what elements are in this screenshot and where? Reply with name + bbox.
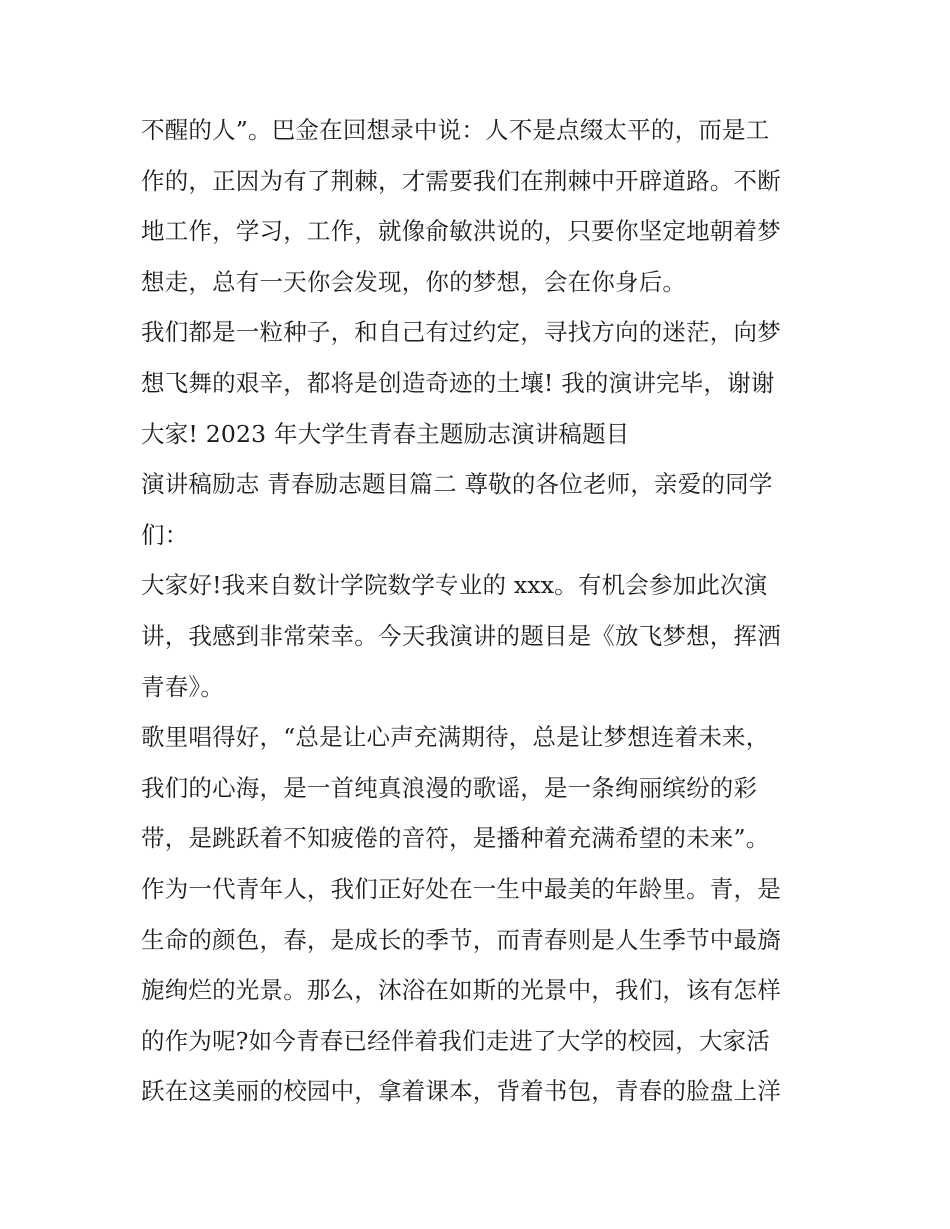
- text-line: 跃在这美丽的校园中，拿着课本，背着书包，青春的脸盘上洋: [141, 1077, 781, 1106]
- text-line: 们：: [141, 520, 189, 549]
- text-line: 带，是跳跃着不知疲倦的音符，是播种着充满希望的未来”。: [141, 824, 770, 853]
- body-text: [141, 105, 821, 1117]
- text-line: 歌里唱得好，“总是让心声充满期待，总是让梦想连着未来，: [141, 723, 770, 752]
- text-line: 我们的心海，是一首纯真浪漫的歌谣，是一条绚丽缤纷的彩: [141, 773, 758, 802]
- text-line: 青春》。: [141, 672, 225, 701]
- text-line: 想走，总有一天你会发现，你的梦想，会在你身后。: [141, 267, 687, 296]
- text-line: 作为一代青年人，我们正好处在一生中最美的年龄里。青，是: [141, 874, 781, 903]
- text-line: 大家! 2023 年大学生青春主题励志演讲稿题目: [141, 419, 630, 448]
- text-line: 的作为呢?如今青春已经伴着我们走进了大学的校园，大家活: [141, 1026, 770, 1055]
- text-line: 演讲稿励志 青春励志题目篇二 尊敬的各位老师，亲爱的同学: [141, 470, 773, 499]
- text-line: 大家好!我来自数计学院数学专业的 xxx。有机会参加此次演: [141, 571, 768, 600]
- text-line: 我们都是一粒种子，和自己有过约定，寻找方向的迷茫，向梦: [141, 318, 781, 347]
- text-line: 地工作，学习，工作，就像俞敏洪说的，只要你坚定地朝着梦: [141, 217, 781, 246]
- text-line: 生命的颜色，春，是成长的季节，而青春则是人生季节中最旖: [141, 925, 781, 954]
- text-line: 作的，正因为有了荆棘，才需要我们在荆棘中开辟道路。不断: [141, 166, 781, 195]
- text-line: 讲，我感到非常荣幸。今天我演讲的题目是《放飞梦想，挥洒: [141, 621, 781, 650]
- text-line: 旎绚烂的光景。那么，沐浴在如斯的光景中，我们，该有怎样: [141, 976, 781, 1005]
- text-line: 不醒的人”。巴金在回想录中说：人不是点缀太平的，而是工: [141, 116, 770, 144]
- text-line: 想飞舞的艰辛，都将是创造奇迹的土壤! 我的演讲完毕，谢谢: [141, 368, 775, 397]
